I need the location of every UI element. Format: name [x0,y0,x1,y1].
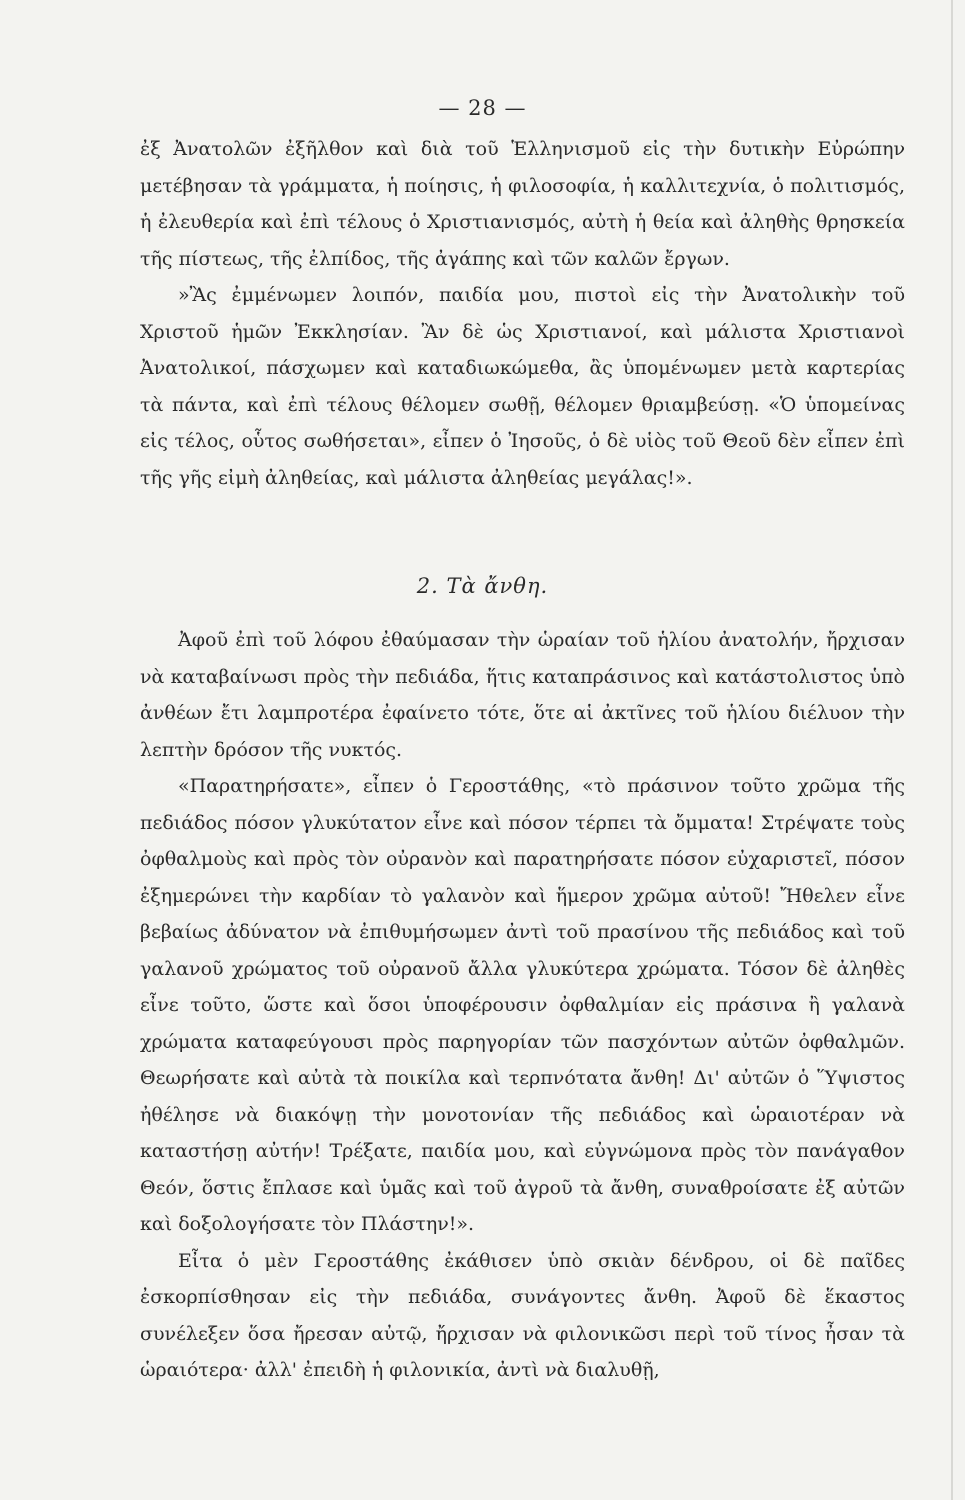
section-one-text [140,131,905,496]
body-paragraph: «Παρατηρήσατε», εἶπεν ὁ Γεροστάθης, «τὸ πράσινον τοῦτο χρῶμα τῆς πεδιάδος πόσον γλυκύτατον εἶνε καὶ πόσον τέρπει τὰ ὄμματα! Στρέψατε τοὺς ὀφθαλμοὺς καὶ πρὸς τὸν οὐρανὸν καὶ παρατηρήσατε πόσον εὐχαριστεῖ, πόσον ἐξημερώνει τὴν καρδίαν τὸ γαλανὸν καὶ ἥμερον χρῶμα αὐτοῦ! Ἤθελεν εἶνε βεβαίως ἀδύνατον νὰ ἐπιθυμήσωμεν ἀντὶ τοῦ πρασίνου τῆς πεδιάδος καὶ τοῦ γαλανοῦ χρώματος τοῦ οὐρανοῦ ἄλλα γλυκύτερα χρώματα. Τόσον δὲ ἀληθὲς εἶνε τοῦτο, ὥστε καὶ ὅσοι ὑποφέρουσιν ὀφθαλμίαν εἰς πράσινα ἢ γαλανὰ χρώματα καταφεύγουσι πρὸς παρηγορίαν τῶν πασχόντων αὐτῶν ὀφθαλμῶν. Θεωρήσατε καὶ αὐτὰ τὰ ποικίλα καὶ τερπνότατα ἄνθη! Δι' αὐτῶν ὁ Ὕψιστος ἠθέλησε νὰ διακόψῃ τὴν μονοτονίαν τῆς πεδιάδος καὶ ὡραιοτέραν νὰ καταστήσῃ αὐτήν! Τρέξατε, παιδία μου, καὶ εὐγνώμονα πρὸς τὸν πανάγαθον Θεόν, ὅστις ἔπλασε καὶ ὑμᾶς καὶ τοῦ ἀγροῦ τὰ ἄνθη, συναθροίσατε ἐξ αὐτῶν καὶ δοξολογήσατε τὸν Πλάστην!». [140,775,905,1235]
continuation-paragraph: ἐξ Ἀνατολῶν ἐξῆλθον καὶ διὰ τοῦ Ἑλληνισμοῦ εἰς τὴν δυτικὴν Εὐρώπην μετέβησαν τὰ γράμματα, ἡ ποίησις, ἡ φιλοσοφία, ἡ καλλιτεχνία, ὁ πολιτισμός, ἡ ἐλευθερία καὶ ἐπὶ τέλους ὁ Χριστιανισμός, αὐτὴ ἡ θεία καὶ ἀληθὴς θρησκεία τῆς πίστεως, τῆς ἐλπίδος, τῆς ἀγάπης καὶ τῶν καλῶν ἔργων. [140,138,905,270]
exhortation-paragraph: »Ἂς ἐμμένωμεν λοιπόν, παιδία μου, πιστοὶ εἰς τὴν Ἀνατολικὴν τοῦ Χριστοῦ ἡμῶν Ἐκκλησίαν. Ἂν δὲ ὡς Χριστιανοί, καὶ μάλιστα Χριστιανοὶ Ἀνατολικοί, πάσχωμεν καὶ καταδιωκώμεθα, ἂς ὑπομένωμεν μετὰ καρτερίας τὰ πάντα, καὶ ἐπὶ τέλους θέλομεν σωθῇ, θέλομεν θριαμβεύσῃ. «Ὁ ὑπομείνας εἰς τέλος, οὗτος σωθήσεται», εἶπεν ὁ Ἰησοῦς, ὁ δὲ υἱὸς τοῦ Θεοῦ δὲν εἶπεν ἐπὶ τῆς γῆς εἰμὴ ἀληθείας, καὶ μάλιστα ἀληθείας μεγάλας!». [140,284,905,489]
body-paragraph: Εἶτα ὁ μὲν Γεροστάθης ἐκάθισεν ὑπὸ σκιὰν δένδρου, οἱ δὲ παῖδες ἐσκορπίσθησαν εἰς τὴν πεδιάδα, συνάγοντες ἄνθη. Ἀφοῦ δὲ ἕκαστος συνέλεξεν ὅσα ἤρεσαν αὐτῷ, ἤρχισαν νὰ φιλονικῶσι περὶ τοῦ τίνος ἦσαν τὰ ὡραιότερα· ἀλλ' ἐπειδὴ ἡ φιλονικία, ἀντὶ νὰ διαλυθῇ, [140,1249,905,1381]
body-paragraph: Ἀφοῦ ἐπὶ τοῦ λόφου ἐθαύμασαν τὴν ὡραίαν τοῦ ἡλίου ἀνατολήν, ἤρχισαν νὰ καταβαίνωσι πρὸς τὴν πεδιάδα, ἥτις καταπράσινος καὶ κατάστολιστος ὑπὸ ἀνθέων ἔτι λαμπροτέρα ἐφαίνετο τότε, ὅτε αἱ ἀκτῖνες τοῦ ἡλίου διέλυον τὴν λεπτὴν δρόσον τῆς νυκτός. [140,629,905,761]
section-heading: 2. Τὰ ἄνθη. [416,574,549,598]
page-binding-edge [951,0,953,1500]
section-two-text [140,622,905,1389]
page-number: — 28 — [438,96,527,120]
